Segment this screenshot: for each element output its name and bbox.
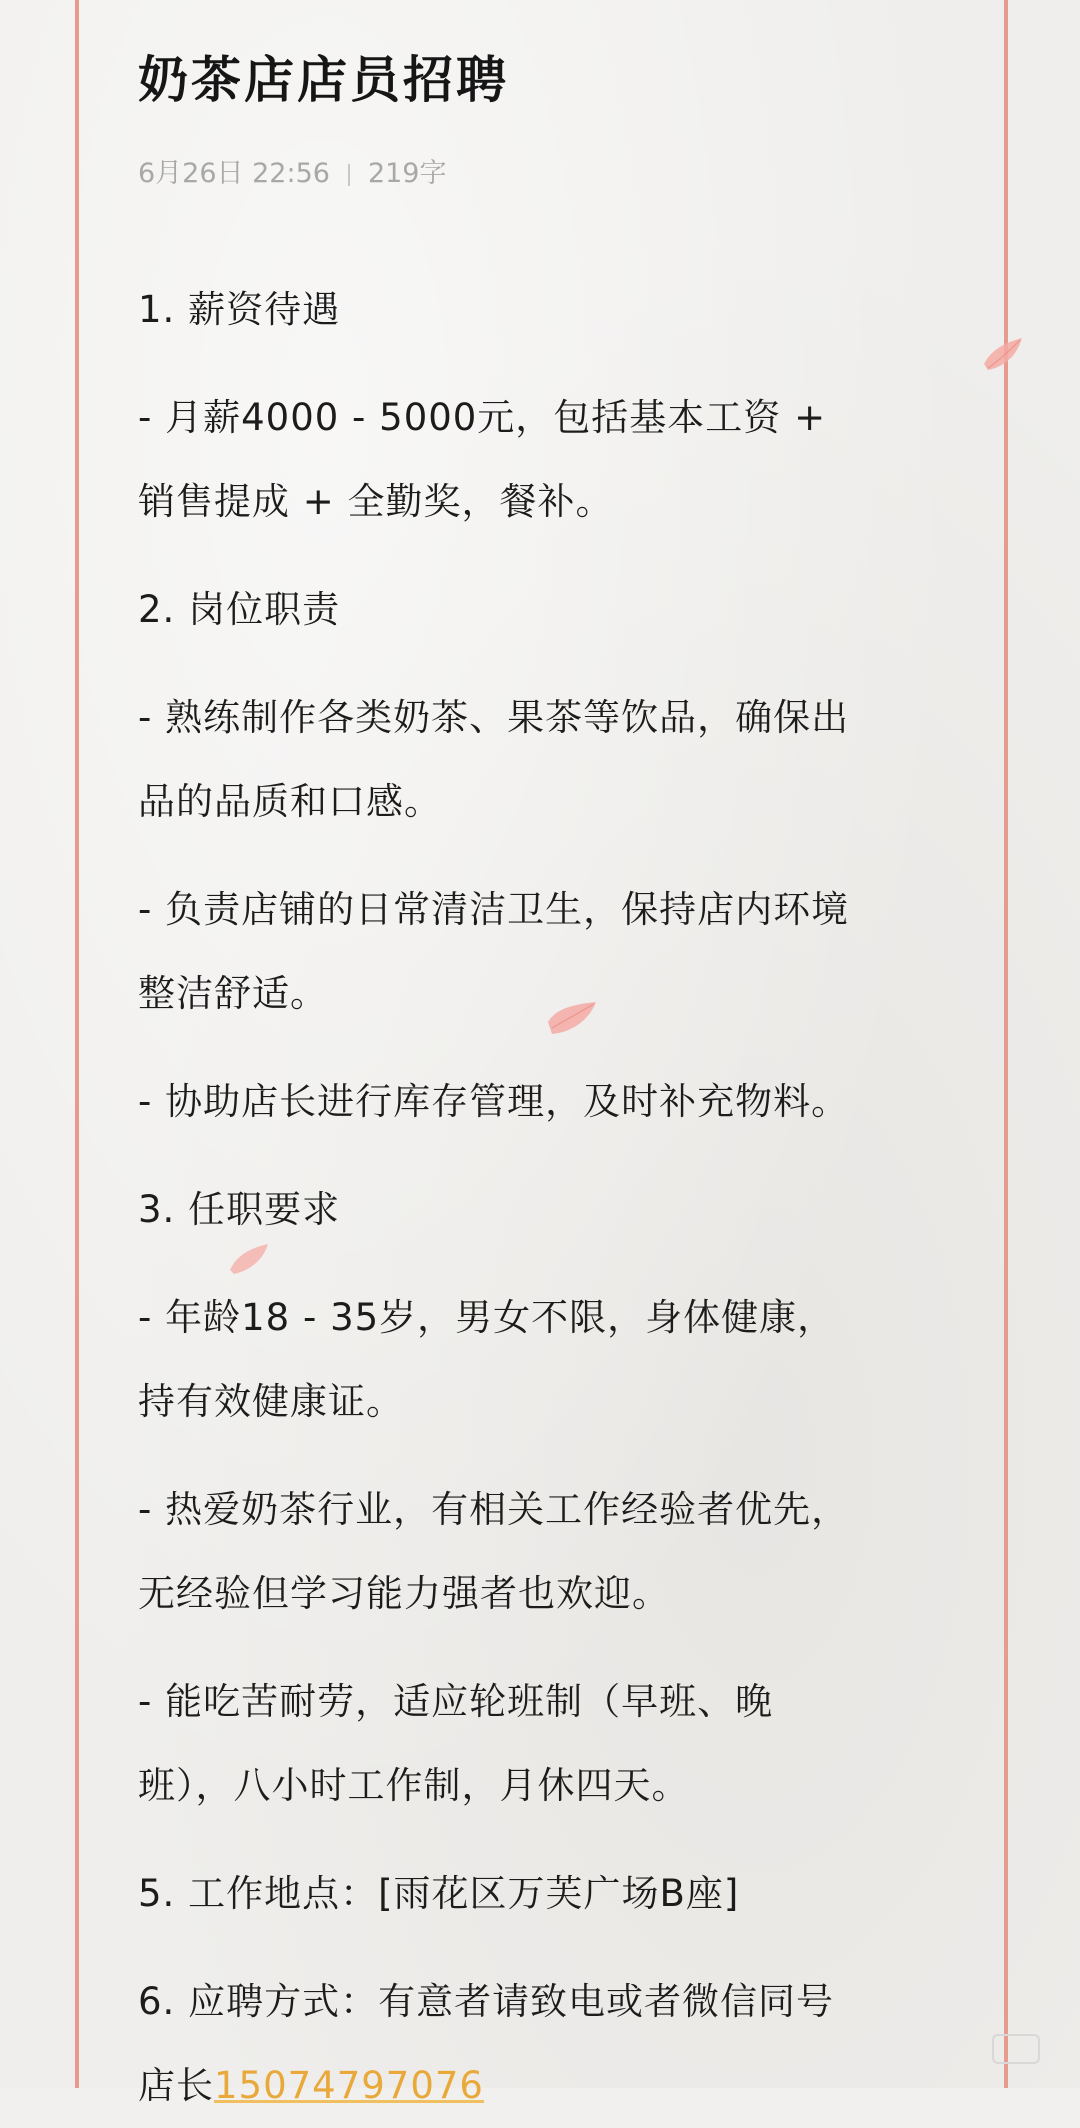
note-meta bbox=[138, 154, 958, 194]
requirement-item: - 热爱奶茶行业，有相关工作经验者优先， 无经验但学习能力强者也欢迎。 bbox=[138, 1488, 850, 1615]
section-heading-duties: 2. 岗位职责 bbox=[138, 588, 341, 631]
duty-item: - 熟练制作各类奶茶、果茶等饮品，确保出 品的品质和口感。 bbox=[138, 696, 850, 823]
meta-divider bbox=[348, 164, 350, 186]
word-count: 219字 bbox=[367, 158, 447, 189]
application-method: 6. 应聘方式：有意者请致电或者微信同号 bbox=[138, 1980, 835, 2023]
section-heading-requirements: 3. 任职要求 bbox=[138, 1188, 341, 1231]
watermark-logo bbox=[992, 2034, 1040, 2064]
note-date: 6月26日 22:56 bbox=[138, 158, 330, 189]
phone-link[interactable]: 15074797076 bbox=[214, 2064, 484, 2107]
page-title: 奶茶店店员招聘 bbox=[138, 51, 509, 109]
left-border-line bbox=[75, 0, 79, 2088]
requirement-item: - 年龄18 - 35岁，男女不限，身体健康， 持有效健康证。 bbox=[138, 1296, 836, 1423]
salary-detail: - 月薪4000 - 5000元，包括基本工资 + 销售提成 + 全勤奖，餐补。 bbox=[138, 396, 827, 523]
note-body bbox=[138, 268, 958, 2128]
petal-icon bbox=[978, 330, 1028, 380]
note-content bbox=[138, 40, 958, 2128]
requirement-item: - 能吃苦耐劳，适应轮班制（早班、晚 班），八小时工作制，月休四天。 bbox=[138, 1680, 774, 1807]
contact-label: 店长 bbox=[138, 2064, 214, 2107]
duty-item: - 协助店长进行库存管理，及时补充物料。 bbox=[138, 1080, 850, 1123]
contact-line bbox=[138, 2044, 958, 2128]
duty-item: - 负责店铺的日常清洁卫生，保持店内环境 整洁舒适。 bbox=[138, 888, 850, 1015]
section-heading-salary: 1. 薪资待遇 bbox=[138, 288, 341, 331]
right-border-line bbox=[1004, 0, 1008, 2088]
work-location: 5. 工作地点：[雨花区万芙广场B座] bbox=[138, 1872, 740, 1915]
